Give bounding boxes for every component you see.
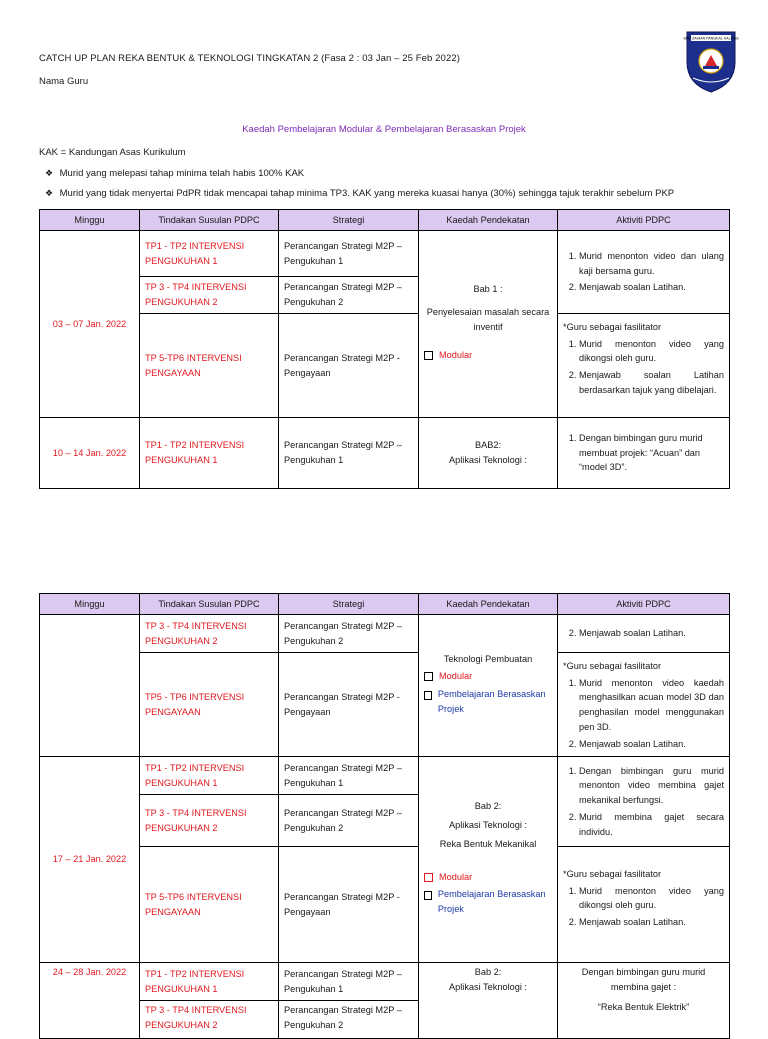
col-tindakan: Tindakan Susulan PDPC xyxy=(140,594,279,615)
kaedah-cell xyxy=(419,963,558,1039)
strategy-cell: Perancangan Strategi M2P – Pengukuhan 1 xyxy=(279,963,419,1001)
table-header-row xyxy=(40,594,730,615)
strategy-cell: Perancangan Strategi M2P – Pengukuhan 2 xyxy=(279,1001,419,1039)
option-modular: Modular xyxy=(439,871,473,882)
week-date: 10 – 14 Jan. 2022 xyxy=(40,418,140,489)
aktiviti-item: 1. Murid menonton video dan ulang kaji bersama guru. xyxy=(579,249,724,278)
action-cell: TP 5-TP6 INTERVENSI PENGAYAAN xyxy=(140,314,279,418)
action-cell: TP 3 - TP4 INTERVENSI PENGUKUHAN 2 xyxy=(140,615,279,653)
aktiviti-cell xyxy=(558,418,730,489)
table-row xyxy=(40,757,730,795)
kaedah-subtitle: Aplikasi Teknologi : xyxy=(449,820,527,831)
col-minggu: Minggu xyxy=(40,210,140,231)
aktiviti-cell xyxy=(558,231,730,314)
col-aktiviti: Aktiviti PDPC xyxy=(558,210,730,231)
action-cell: TP1 - TP2 INTERVENSI PENGUKUHAN 1 xyxy=(140,757,279,795)
strategy-cell: Perancangan Strategi M2P – Pengukuhan 2 xyxy=(279,795,419,847)
kaedah-subtitle: Penyelesaian masalah secara inventif xyxy=(426,306,550,332)
aktiviti-cell xyxy=(558,963,730,1039)
aktiviti-item: 1. Murid menonton video yang dikongsi oleh guru. xyxy=(579,884,724,913)
kaedah-subtitle: Aplikasi Teknologi : xyxy=(449,981,527,992)
bullet-item xyxy=(45,168,304,179)
aktiviti-item: 1. Murid menonton video kaedah menghasilkan acuan model 3D dan penghasilan model menggunakan pen 3D. xyxy=(579,676,724,735)
kaedah-title: Bab 2: xyxy=(474,801,502,812)
diamond-bullet-icon: ❖ xyxy=(45,168,54,178)
school-crest-logo xyxy=(681,28,741,96)
option-projek: Pembelajaran Berasaskan Projek xyxy=(437,889,546,914)
bullet-text: Murid yang tidak menyertai PdPR tidak mencapai tahap minima TP3. KAK yang mereka kuasai hanya (30%) sehingga tajuk terakhir sebelum PKP xyxy=(59,188,675,199)
kak-definition: KAK = Kandungan Asas Kurikulum xyxy=(39,147,186,158)
kaedah-option xyxy=(424,348,552,363)
action-cell: TP 5-TP6 INTERVENSI PENGAYAAN xyxy=(140,847,279,963)
table-row xyxy=(40,418,730,489)
action-cell: TP1 - TP2 INTERVENSI PENGUKUHAN 1 xyxy=(140,231,279,277)
col-kaedah: Kaedah Pendekatan xyxy=(419,210,558,231)
bullet-text: Murid yang melepasi tahap minima telah habis 100% KAK xyxy=(59,168,305,179)
action-cell: TP 3 - TP4 INTERVENSI PENGUKUHAN 2 xyxy=(140,277,279,314)
kaedah-cell xyxy=(419,418,558,489)
strategy-cell: Perancangan Strategi M2P - Pengayaan xyxy=(279,314,419,418)
facilitator-note: *Guru sebagai fasilitator xyxy=(563,869,662,879)
teacher-name-label: Nama Guru xyxy=(39,76,89,87)
table-header-row xyxy=(40,210,730,231)
checkbox-icon xyxy=(424,891,432,900)
option-modular: Modular xyxy=(439,350,473,361)
checkbox-icon xyxy=(424,351,433,360)
aktiviti-item: 2. Menjawab soalan Latihan. xyxy=(579,626,724,641)
kaedah-option xyxy=(424,669,552,684)
checkbox-icon xyxy=(424,672,433,681)
week-date: 24 – 28 Jan. 2022 xyxy=(40,963,140,1039)
checkbox-icon xyxy=(424,873,433,882)
aktiviti-item: 1. Dengan bimbingan guru murid menonton video membina gajet mekanikal berfungsi. xyxy=(579,764,724,808)
svg-text:SMK ZAIHAN PANGKAL KALONG: SMK ZAIHAN PANGKAL KALONG xyxy=(683,36,739,41)
option-projek: Pembelajaran Berasaskan Projek xyxy=(437,689,546,714)
table-row xyxy=(40,231,730,277)
document-title: CATCH UP PLAN REKA BENTUK & TEKNOLOGI TINGKATAN 2 (Fasa 2 : 03 Jan – 25 Feb 2022) xyxy=(39,53,460,64)
aktiviti-item: 2. Menjawab soalan Latihan. xyxy=(579,737,724,752)
strategy-cell: Perancangan Strategi M2P – Pengukuhan 2 xyxy=(279,615,419,653)
col-strategi: Strategi xyxy=(279,210,419,231)
diamond-bullet-icon: ❖ xyxy=(45,188,54,198)
action-cell: TP1 - TP2 INTERVENSI PENGUKUHAN 1 xyxy=(140,963,279,1001)
kaedah-title: Bab 2: xyxy=(474,967,502,977)
plan-table-2 xyxy=(39,593,730,1039)
col-strategi: Strategi xyxy=(279,594,419,615)
aktiviti-cell xyxy=(558,615,730,653)
week-date-empty xyxy=(40,615,140,757)
kaedah-option xyxy=(424,870,552,885)
kaedah-option xyxy=(424,887,552,916)
table-row xyxy=(40,653,730,757)
aktiviti-cell xyxy=(558,314,730,418)
plan-table-1 xyxy=(39,209,730,489)
strategy-cell: Perancangan Strategi M2P – Pengukuhan 1 xyxy=(279,418,419,489)
kaedah-cell xyxy=(419,615,558,757)
table-row xyxy=(40,615,730,653)
kaedah-cell xyxy=(419,757,558,963)
kaedah-cell xyxy=(419,231,558,418)
aktiviti-cell xyxy=(558,653,730,757)
table-row xyxy=(40,847,730,963)
strategy-cell: Perancangan Strategi M2P - Pengayaan xyxy=(279,847,419,963)
action-cell: TP5 - TP6 INTERVENSI PENGAYAAN xyxy=(140,653,279,757)
aktiviti-text-2: “Reka Bentuk Elektrik” xyxy=(597,1002,690,1013)
facilitator-note: *Guru sebagai fasilitator xyxy=(563,661,662,671)
table-row xyxy=(40,314,730,418)
aktiviti-item: 2. Menjawab soalan Latihan berdasarkan tajuk yang dibelajari. xyxy=(579,368,724,397)
kaedah-subtitle: Aplikasi Teknologi : xyxy=(449,455,527,465)
kaedah-title: Teknologi Pembuatan xyxy=(443,653,533,664)
col-kaedah: Kaedah Pendekatan xyxy=(419,594,558,615)
kaedah-title: Bab 1 : xyxy=(473,284,503,295)
strategy-cell: Perancangan Strategi M2P – Pengukuhan 2 xyxy=(279,277,419,314)
aktiviti-item: 2. Menjawab soalan Latihan. xyxy=(579,280,724,295)
aktiviti-item: 2. Menjawab soalan Latihan. xyxy=(579,915,724,930)
action-cell: TP 3 - TP4 INTERVENSI PENGUKUHAN 2 xyxy=(140,1001,279,1039)
action-cell: TP 3 - TP4 INTERVENSI PENGUKUHAN 2 xyxy=(140,795,279,847)
aktiviti-item: 1. Murid menonton video yang dikongsi oleh guru. xyxy=(579,337,724,366)
col-tindakan: Tindakan Susulan PDPC xyxy=(140,210,279,231)
checkbox-icon xyxy=(424,691,432,700)
col-aktiviti: Aktiviti PDPC xyxy=(558,594,730,615)
facilitator-note: *Guru sebagai fasilitator xyxy=(563,322,662,332)
aktiviti-text: Dengan bimbingan guru murid membina gajet : xyxy=(581,967,706,992)
col-minggu: Minggu xyxy=(40,594,140,615)
method-title: Kaedah Pembelajaran Modular & Pembelajaran Berasaskan Projek xyxy=(242,124,526,135)
aktiviti-item: 1. Dengan bimbingan guru murid membuat projek: “Acuan” dan “model 3D”. xyxy=(579,431,724,475)
kaedah-option xyxy=(424,687,552,716)
week-date: 03 – 07 Jan. 2022 xyxy=(40,231,140,418)
strategy-cell: Perancangan Strategi M2P – Pengukuhan 1 xyxy=(279,231,419,277)
week-date: 17 – 21 Jan. 2022 xyxy=(40,757,140,963)
strategy-cell: Perancangan Strategi M2P – Pengukuhan 1 xyxy=(279,757,419,795)
kaedah-subtitle-2: Reka Bentuk Mekanikal xyxy=(439,838,537,849)
aktiviti-cell xyxy=(558,757,730,847)
option-modular: Modular xyxy=(439,671,473,682)
table-row xyxy=(40,963,730,1001)
action-cell: TP1 - TP2 INTERVENSI PENGUKUHAN 1 xyxy=(140,418,279,489)
kaedah-title: BAB2: xyxy=(474,440,502,451)
strategy-cell: Perancangan Strategi M2P - Pengayaan xyxy=(279,653,419,757)
bullet-item xyxy=(45,188,674,199)
aktiviti-cell xyxy=(558,847,730,963)
aktiviti-item: 2. Murid membina gajet secara individu. xyxy=(579,810,724,839)
